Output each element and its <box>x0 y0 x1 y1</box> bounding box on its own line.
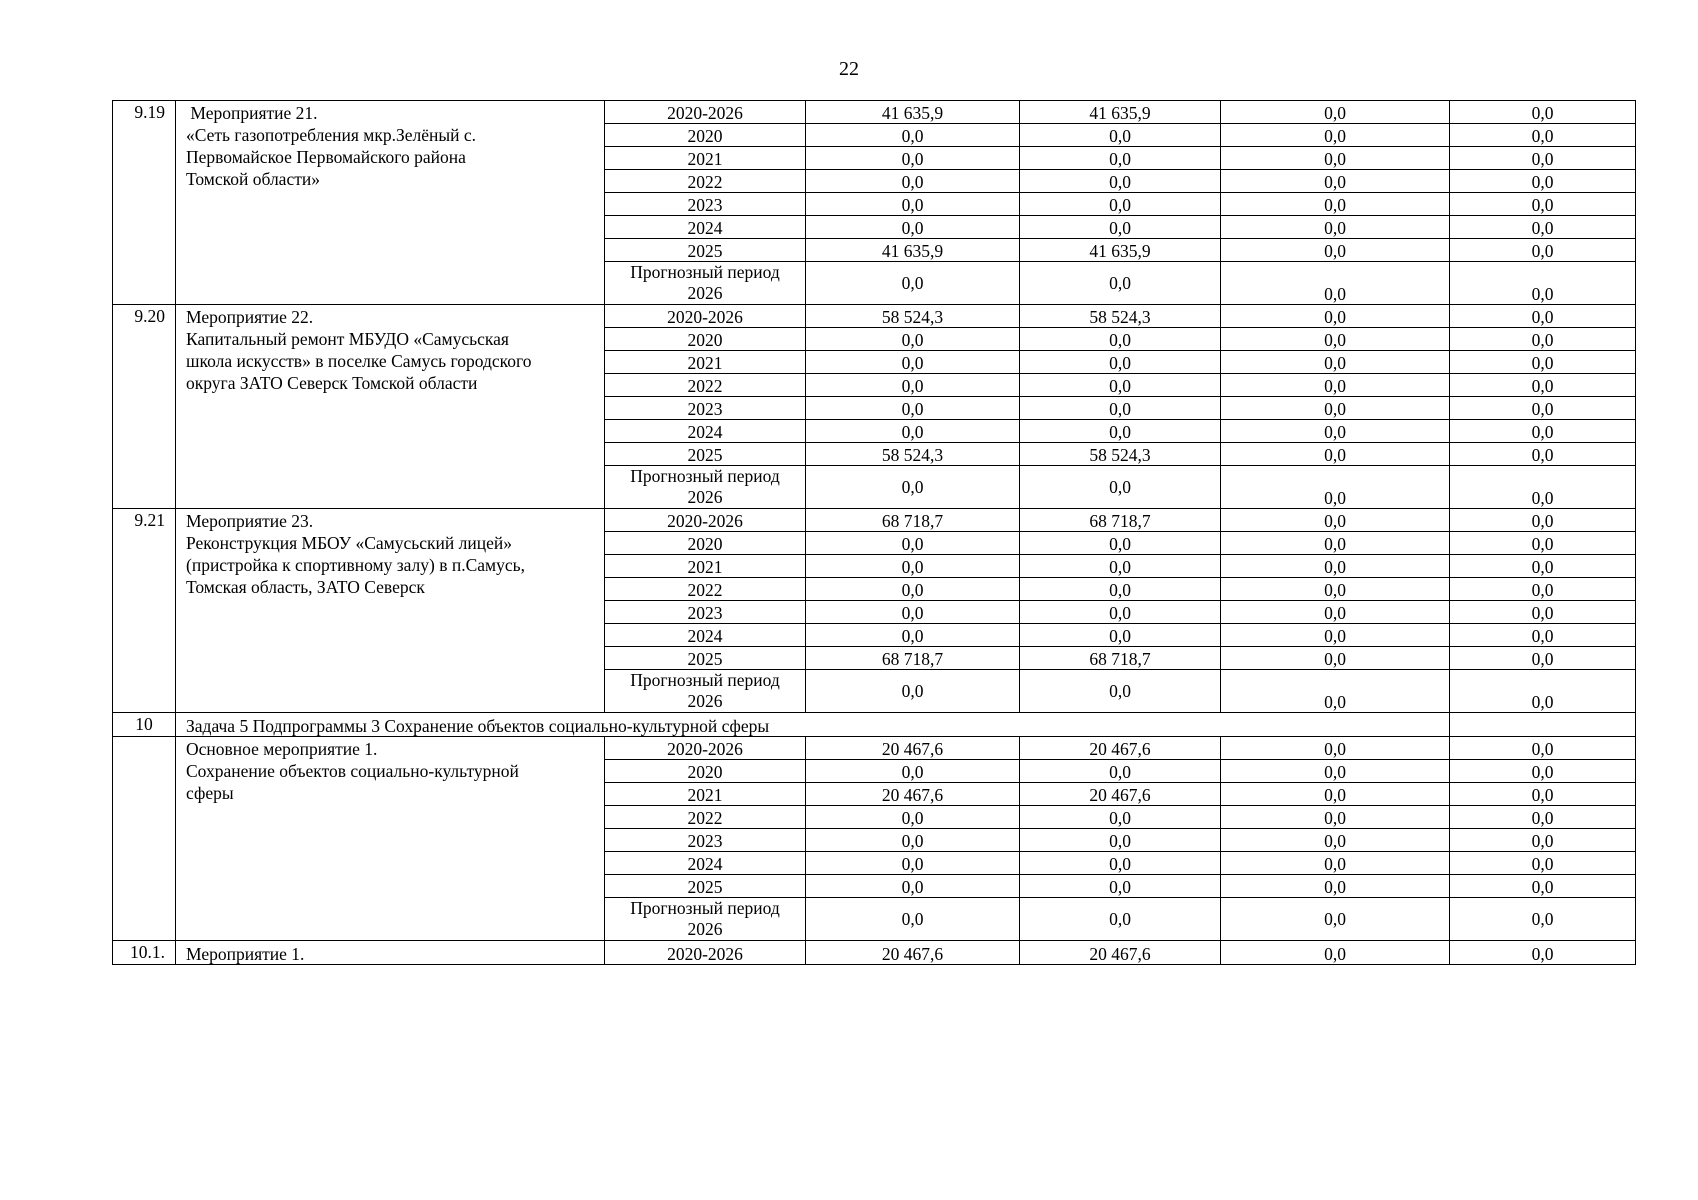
activity-name-line: Основное мероприятие 1. <box>186 739 378 759</box>
period-cell: 2020 <box>605 760 806 783</box>
amount-cell: 0,0 <box>1020 124 1221 147</box>
period-cell: 2025 <box>605 875 806 898</box>
amount-cell: 0,0 <box>1221 601 1450 624</box>
amount-cell: 0,0 <box>806 875 1020 898</box>
amount-cell: 0,0 <box>1221 647 1450 670</box>
period-cell: 2021 <box>605 147 806 170</box>
period-cell: 2024 <box>605 420 806 443</box>
amount-cell: 0,0 <box>1020 760 1221 783</box>
amount-cell: 0,0 <box>1450 875 1636 898</box>
amount-cell: 0,0 <box>1221 443 1450 466</box>
amount-cell: 0,0 <box>1221 328 1450 351</box>
amount-cell: 20 467,6 <box>1020 941 1221 965</box>
amount-cell: 0,0 <box>1221 737 1450 760</box>
row-number: 10.1. <box>113 941 176 965</box>
amount-cell: 0,0 <box>1221 262 1450 305</box>
period-cell: 2024 <box>605 852 806 875</box>
amount-cell: 0,0 <box>806 601 1020 624</box>
period-cell: 2022 <box>605 806 806 829</box>
amount-cell: 0,0 <box>806 193 1020 216</box>
amount-cell: 0,0 <box>1221 466 1450 509</box>
amount-cell: 0,0 <box>1221 578 1450 601</box>
forecast-period-cell <box>605 898 806 941</box>
amount-cell: 0,0 <box>1450 466 1636 509</box>
amount-cell: 0,0 <box>1020 670 1221 713</box>
amount-cell: 0,0 <box>1450 829 1636 852</box>
forecast-period-cell <box>605 466 806 509</box>
amount-cell: 0,0 <box>1450 351 1636 374</box>
amount-cell: 0,0 <box>1020 262 1221 305</box>
activity-name-line: Капитальный ремонт МБУДО «Самусьская <box>186 329 509 349</box>
amount-cell: 0,0 <box>806 532 1020 555</box>
amount-cell: 0,0 <box>1450 509 1636 532</box>
period-cell: 2020-2026 <box>605 737 806 760</box>
amount-cell: 0,0 <box>1020 806 1221 829</box>
activity-name-line: Томской области» <box>186 169 320 189</box>
period-cell: 2023 <box>605 829 806 852</box>
amount-cell: 0,0 <box>806 670 1020 713</box>
period-cell: 2022 <box>605 170 806 193</box>
table-row <box>113 941 1636 965</box>
amount-cell: 0,0 <box>1221 305 1450 328</box>
amount-cell: 0,0 <box>1221 555 1450 578</box>
amount-cell: 0,0 <box>1020 578 1221 601</box>
amount-cell: 0,0 <box>806 466 1020 509</box>
amount-cell: 0,0 <box>1020 624 1221 647</box>
amount-cell: 0,0 <box>806 624 1020 647</box>
activity-name-line: «Сеть газопотребления мкр.Зелёный с. <box>186 125 477 145</box>
amount-cell: 0,0 <box>1221 374 1450 397</box>
forecast-year: 2026 <box>687 919 723 939</box>
amount-cell: 0,0 <box>1450 147 1636 170</box>
amount-cell: 0,0 <box>1450 216 1636 239</box>
amount-cell: 0,0 <box>1450 578 1636 601</box>
amount-cell: 20 467,6 <box>1020 737 1221 760</box>
period-cell: 2020 <box>605 328 806 351</box>
activity-name <box>176 305 605 509</box>
period-cell: 2025 <box>605 239 806 262</box>
task-row <box>113 713 1636 737</box>
amount-cell: 41 635,9 <box>806 101 1020 124</box>
period-cell: 2022 <box>605 374 806 397</box>
amount-cell: 0,0 <box>1450 170 1636 193</box>
row-number: 9.19 <box>113 101 176 305</box>
amount-cell: 0,0 <box>1450 124 1636 147</box>
forecast-year: 2026 <box>687 691 723 711</box>
table-row <box>113 101 1636 124</box>
period-cell: 2023 <box>605 397 806 420</box>
amount-cell: 0,0 <box>1221 216 1450 239</box>
task-title: Задача 5 Подпрограммы 3 Сохранение объектов социально-культурной сферы <box>176 713 1450 737</box>
amount-cell: 0,0 <box>1450 670 1636 713</box>
amount-cell: 20 467,6 <box>1020 783 1221 806</box>
amount-cell: 0,0 <box>1020 829 1221 852</box>
forecast-label: Прогнозный период <box>630 262 780 282</box>
amount-cell: 0,0 <box>1450 941 1636 965</box>
amount-cell: 0,0 <box>1450 601 1636 624</box>
amount-cell: 41 635,9 <box>806 239 1020 262</box>
amount-cell: 20 467,6 <box>806 737 1020 760</box>
period-cell: 2020 <box>605 124 806 147</box>
amount-cell: 0,0 <box>1221 852 1450 875</box>
amount-cell: 0,0 <box>1020 875 1221 898</box>
amount-cell: 0,0 <box>1450 783 1636 806</box>
amount-cell: 58 524,3 <box>806 443 1020 466</box>
amount-cell: 0,0 <box>806 374 1020 397</box>
amount-cell: 0,0 <box>1020 351 1221 374</box>
period-cell: 2025 <box>605 443 806 466</box>
amount-cell: 0,0 <box>806 328 1020 351</box>
forecast-label: Прогнозный период <box>630 466 780 486</box>
amount-cell: 0,0 <box>1450 239 1636 262</box>
amount-cell: 41 635,9 <box>1020 101 1221 124</box>
amount-cell: 0,0 <box>1020 193 1221 216</box>
activity-name-line: Сохранение объектов социально-культурной <box>186 761 519 781</box>
amount-cell: 0,0 <box>806 170 1020 193</box>
amount-cell: 0,0 <box>1450 737 1636 760</box>
amount-cell: 0,0 <box>1020 601 1221 624</box>
period-cell: 2023 <box>605 601 806 624</box>
row-number: 9.20 <box>113 305 176 509</box>
activity-name-line: (пристройка к спортивному залу) в п.Самусь, <box>186 555 526 575</box>
amount-cell: 68 718,7 <box>806 509 1020 532</box>
amount-cell: 68 718,7 <box>806 647 1020 670</box>
forecast-label: Прогнозный период <box>630 670 780 690</box>
table-row <box>113 737 1636 760</box>
forecast-period-cell <box>605 670 806 713</box>
amount-cell: 0,0 <box>1450 532 1636 555</box>
period-cell: 2024 <box>605 624 806 647</box>
amount-cell: 20 467,6 <box>806 783 1020 806</box>
period-cell: 2023 <box>605 193 806 216</box>
forecast-year: 2026 <box>687 283 723 303</box>
page-number: 22 <box>839 58 859 80</box>
amount-cell: 0,0 <box>1221 193 1450 216</box>
activity-name <box>176 737 605 941</box>
activity-name-line: округа ЗАТО Северск Томской области <box>186 373 478 393</box>
amount-cell: 0,0 <box>1221 239 1450 262</box>
period-cell: 2021 <box>605 783 806 806</box>
amount-cell: 0,0 <box>1221 124 1450 147</box>
amount-cell: 0,0 <box>806 806 1020 829</box>
amount-cell: 0,0 <box>1450 760 1636 783</box>
amount-cell: 0,0 <box>1450 397 1636 420</box>
amount-cell: 0,0 <box>1450 806 1636 829</box>
period-cell: 2020-2026 <box>605 305 806 328</box>
activity-name <box>176 101 605 305</box>
task-empty-cell <box>1450 713 1636 737</box>
activity-name-line: Мероприятие 22. <box>186 307 314 327</box>
amount-cell: 0,0 <box>806 852 1020 875</box>
amount-cell: 0,0 <box>1221 783 1450 806</box>
period-cell: 2025 <box>605 647 806 670</box>
amount-cell: 0,0 <box>806 420 1020 443</box>
amount-cell: 0,0 <box>1020 555 1221 578</box>
amount-cell: 0,0 <box>806 124 1020 147</box>
amount-cell: 0,0 <box>1221 941 1450 965</box>
amount-cell: 0,0 <box>1221 624 1450 647</box>
table-row <box>113 305 1636 328</box>
amount-cell: 0,0 <box>1221 420 1450 443</box>
period-cell: 2020 <box>605 532 806 555</box>
row-number: 9.21 <box>113 509 176 713</box>
amount-cell: 0,0 <box>1221 760 1450 783</box>
amount-cell: 0,0 <box>1020 147 1221 170</box>
amount-cell: 0,0 <box>1221 170 1450 193</box>
period-cell: 2020-2026 <box>605 941 806 965</box>
amount-cell: 58 524,3 <box>806 305 1020 328</box>
amount-cell: 0,0 <box>1450 443 1636 466</box>
activity-name-line: Мероприятие 21. <box>186 103 318 123</box>
amount-cell: 0,0 <box>1221 397 1450 420</box>
amount-cell: 0,0 <box>806 147 1020 170</box>
amount-cell: 41 635,9 <box>1020 239 1221 262</box>
amount-cell: 0,0 <box>1020 328 1221 351</box>
amount-cell: 68 718,7 <box>1020 647 1221 670</box>
amount-cell: 0,0 <box>806 555 1020 578</box>
amount-cell: 0,0 <box>806 216 1020 239</box>
amount-cell: 0,0 <box>1020 216 1221 239</box>
amount-cell: 0,0 <box>806 898 1020 941</box>
forecast-year: 2026 <box>687 487 723 507</box>
task-number: 10 <box>113 713 176 737</box>
amount-cell: 0,0 <box>1221 532 1450 555</box>
amount-cell: 0,0 <box>806 262 1020 305</box>
amount-cell: 0,0 <box>1450 262 1636 305</box>
amount-cell: 0,0 <box>1221 670 1450 713</box>
amount-cell: 58 524,3 <box>1020 305 1221 328</box>
amount-cell: 0,0 <box>1020 374 1221 397</box>
amount-cell: 0,0 <box>1450 624 1636 647</box>
amount-cell: 0,0 <box>806 760 1020 783</box>
amount-cell: 58 524,3 <box>1020 443 1221 466</box>
amount-cell: 0,0 <box>1221 147 1450 170</box>
activity-name-line: Мероприятие 23. <box>186 511 314 531</box>
period-cell: 2022 <box>605 578 806 601</box>
period-cell: 2020-2026 <box>605 509 806 532</box>
period-cell: 2021 <box>605 555 806 578</box>
activity-name: Мероприятие 1. <box>176 941 605 965</box>
activity-name-line: Реконструкция МБОУ «Самусьский лицей» <box>186 533 512 553</box>
amount-cell: 0,0 <box>1450 101 1636 124</box>
amount-cell: 0,0 <box>1020 466 1221 509</box>
amount-cell: 0,0 <box>1450 328 1636 351</box>
amount-cell: 0,0 <box>1020 898 1221 941</box>
amount-cell: 0,0 <box>1221 351 1450 374</box>
amount-cell: 68 718,7 <box>1020 509 1221 532</box>
activity-name-line: сферы <box>186 783 234 803</box>
amount-cell: 20 467,6 <box>806 941 1020 965</box>
activity-name-line: школа искусств» в поселке Самусь городского <box>186 351 532 371</box>
activity-name <box>176 509 605 713</box>
amount-cell: 0,0 <box>1221 898 1450 941</box>
amount-cell: 0,0 <box>1450 647 1636 670</box>
activity-name-line: Томская область, ЗАТО Северск <box>186 577 425 597</box>
amount-cell: 0,0 <box>806 351 1020 374</box>
amount-cell: 0,0 <box>1221 101 1450 124</box>
amount-cell: 0,0 <box>1450 193 1636 216</box>
row-number <box>113 737 176 941</box>
amount-cell: 0,0 <box>1221 806 1450 829</box>
amount-cell: 0,0 <box>1450 898 1636 941</box>
amount-cell: 0,0 <box>1020 397 1221 420</box>
activity-name-line: Первомайское Первомайского района <box>186 147 466 167</box>
amount-cell: 0,0 <box>1450 852 1636 875</box>
amount-cell: 0,0 <box>1221 875 1450 898</box>
amount-cell: 0,0 <box>1450 555 1636 578</box>
amount-cell: 0,0 <box>806 397 1020 420</box>
period-cell: 2020-2026 <box>605 101 806 124</box>
amount-cell: 0,0 <box>806 829 1020 852</box>
amount-cell: 0,0 <box>1450 374 1636 397</box>
amount-cell: 0,0 <box>1020 170 1221 193</box>
amount-cell: 0,0 <box>1450 305 1636 328</box>
amount-cell: 0,0 <box>1020 532 1221 555</box>
amount-cell: 0,0 <box>1450 420 1636 443</box>
period-cell: 2024 <box>605 216 806 239</box>
forecast-label: Прогнозный период <box>630 898 780 918</box>
funding-table <box>112 100 1636 965</box>
amount-cell: 0,0 <box>1020 420 1221 443</box>
period-cell: 2021 <box>605 351 806 374</box>
amount-cell: 0,0 <box>1221 509 1450 532</box>
table-row <box>113 509 1636 532</box>
amount-cell: 0,0 <box>1020 852 1221 875</box>
amount-cell: 0,0 <box>806 578 1020 601</box>
amount-cell: 0,0 <box>1221 829 1450 852</box>
forecast-period-cell <box>605 262 806 305</box>
